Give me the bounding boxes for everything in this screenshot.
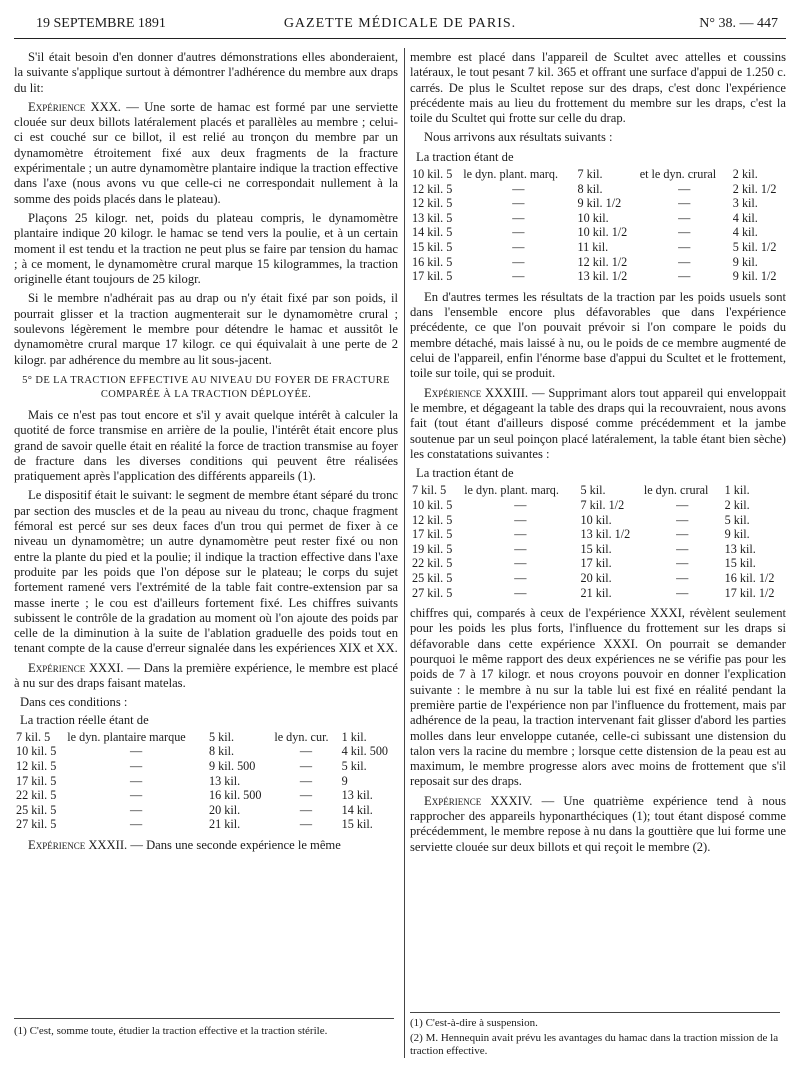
table-cell: 17 kil. 5 — [16, 773, 57, 788]
table-cell: 13 kil. — [208, 773, 241, 788]
table-cell: — — [512, 196, 525, 211]
table-row — [410, 586, 786, 601]
table-cell: 17 kil. 5 — [412, 269, 453, 284]
table-cell: 20 kil. — [580, 570, 612, 585]
experiment-33 — [410, 386, 786, 462]
footnote: (2) M. Hennequin avait prévu les avantages du hamac dans la traction mission de la traction effective. — [410, 1032, 779, 1057]
table-row — [14, 788, 398, 803]
table-cell: — — [678, 269, 691, 284]
experiment-heading: Expérience XXX. — [28, 99, 121, 114]
table-cell: 10 kil. 5 — [16, 744, 57, 759]
table-row — [14, 817, 398, 832]
table-cell: — — [299, 817, 313, 832]
table-cell: — — [678, 240, 691, 255]
table-cell: — — [512, 269, 525, 284]
table-cell: 15 kil. — [724, 556, 756, 571]
table-cell: — — [676, 541, 689, 556]
table-cell: le dyn. plant. marq. — [463, 167, 559, 182]
paragraph: membre est placé dans l'appareil de Scultet avec attelles et coussins latéraux, le tout pesant 7 kil. 365 et offrant une surface d'appui de 1.250 c. carrés. De plus le Scultet repose sur des draps, c'est donc l'expérience précédente mais au lieu du frottement du membre sur les draps, c'est la toile du Scultet qui frotte sur celle du drap. — [410, 50, 786, 126]
table-cell: — — [130, 759, 143, 774]
table-row — [14, 730, 398, 745]
table-cell: — — [512, 254, 525, 269]
table-row — [410, 211, 786, 226]
experiment-text: — Dans la première expérience, le membre est placé à nu sur des draps faisant matelas. — [14, 660, 398, 690]
table-cell: — — [299, 802, 313, 817]
table-cell: 13 kil. 5 — [412, 210, 453, 225]
table-cell: 8 kil. — [208, 744, 235, 759]
table-row — [410, 167, 786, 182]
table-cell: 16 kil. 500 — [208, 788, 262, 803]
table-cell: — — [676, 497, 689, 512]
table-cell: — — [299, 759, 313, 774]
table-cell: — — [130, 788, 143, 803]
table-row — [410, 527, 786, 542]
table-cell: 7 kil. 5 — [16, 729, 51, 744]
table-cell: 20 kil. — [208, 802, 241, 817]
table-row — [410, 255, 786, 270]
table-cell: 22 kil. 5 — [412, 556, 453, 571]
table-cell: 21 kil. — [208, 817, 241, 832]
footnote: (1) C'est, somme toute, étudier la traction effective et la traction stérile. — [14, 1025, 328, 1037]
table-row — [14, 744, 398, 759]
table-cell: 16 kil. 1/2 — [724, 570, 775, 585]
table-cell: 8 kil. — [577, 181, 603, 196]
experiment-34 — [410, 794, 786, 855]
page-header — [14, 16, 786, 39]
table-row — [14, 803, 398, 818]
table-cell: et le dyn. crural — [639, 167, 717, 182]
table-row — [410, 556, 786, 571]
table-cell: 17 kil. — [580, 556, 612, 571]
data-table-exp32 — [410, 167, 786, 284]
table-cell: 16 kil. 5 — [412, 254, 453, 269]
table-cell: 13 kil. — [341, 788, 373, 803]
table-cell: — — [130, 817, 143, 832]
table-cell: — — [514, 497, 527, 512]
table-cell: — — [512, 181, 525, 196]
table-cell: 10 kil. 1/2 — [577, 225, 628, 240]
table-row — [410, 513, 786, 528]
table-row — [410, 196, 786, 211]
paragraph: S'il était besoin d'en donner d'autres démonstrations elles abonderaient, la suivante s'applique surtout à démontrer l'adhérence du membre aux draps du lit: — [14, 50, 398, 95]
table-cell: 7 kil. 5 — [412, 483, 447, 498]
table-cell: — — [678, 210, 691, 225]
table-cell: le dyn. plantaire marque — [67, 729, 186, 744]
table-cell: 15 kil. — [341, 817, 373, 832]
table-cell: 14 kil. — [341, 802, 373, 817]
table-cell: — — [678, 196, 691, 211]
table-cell: — — [130, 802, 143, 817]
table-row — [410, 542, 786, 557]
experiment-text: — Dans une seconde expérience le même — [127, 838, 341, 853]
table-row — [410, 269, 786, 284]
table-cell: — — [512, 210, 525, 225]
table-cell: 27 kil. 5 — [412, 585, 453, 600]
table-cell: 14 kil. 5 — [412, 225, 453, 240]
table-cell: 12 kil. 1/2 — [577, 254, 628, 269]
experiment-30 — [14, 100, 398, 207]
table-cell: 2 kil. 1/2 — [732, 181, 777, 196]
table-row — [410, 498, 786, 513]
table-cell: 27 kil. 5 — [16, 817, 57, 832]
table-cell: 19 kil. 5 — [412, 541, 453, 556]
header-issue-page: N° 38. — 447 — [699, 16, 778, 31]
experiment-text: — Supprimant alors tout appareil qui enveloppait le membre, et dégageant la table des draps qui la recouvraient, nous avons fait (tout étant d'ailleurs disposé comme précédemment et la jambe soutenue par un seul poinçon placé latéralement, la table étant bien sèche) les constatations suivantes : — [410, 385, 786, 461]
table-row — [410, 483, 786, 498]
paragraph: En d'autres termes les résultats de la traction par les poids usuels sont dans l'ensemble encore plus défavorables que dans l'expérience précédente, ce que l'on pouvait prévoir si l'on compare le poids du membre détaché, mais laissé à nu, ou le poids de ce membre augmenté de celui de l'appareil, enfin l'énorme base d'appui du Scultet et le frottement, toile sur toile, qui se produit. — [410, 289, 786, 381]
table-cell: 5 kil. — [724, 512, 750, 527]
section-title: 5° DE LA TRACTION EFFECTIVE AU NIVEAU DU FOYER DE FRACTURE COMPARÉE À LA TRACTION DÉPLOYÉE. — [22, 374, 390, 400]
header-journal-title: GAZETTE MÉDICALE DE PARIS. — [283, 16, 517, 31]
table-row — [14, 774, 398, 789]
table-cell: — — [299, 773, 313, 788]
table-cell: — — [514, 585, 527, 600]
data-table-exp33 — [410, 483, 786, 600]
table-row — [410, 182, 786, 197]
table-cell: — — [678, 254, 691, 269]
table-cell: — — [676, 556, 689, 571]
table-row — [14, 759, 398, 774]
table-cell: — — [678, 225, 691, 240]
table-cell: — — [514, 570, 527, 585]
table-cell: 5 kil. — [208, 729, 235, 744]
table-cell: 13 kil. — [724, 541, 756, 556]
table-cell: 9 kil. 1/2 — [732, 269, 777, 284]
table-cell: 3 kil. — [732, 196, 758, 211]
table-cell: 7 kil. 1/2 — [580, 497, 625, 512]
table-cell: 25 kil. 5 — [412, 570, 453, 585]
table-cell: — — [676, 585, 689, 600]
table-cell: 9 kil. — [732, 254, 758, 269]
table-cell: 9 kil. — [724, 527, 750, 542]
experiment-text: — Une sorte de hamac est formé par une serviette clouée sur deux billots latéralement placés et parallèles au membre ; celui-ci est couché sur ce billot, il est relié au tronçon du membre par un dynamomètre étroitement fixé aux deux fragments de la fracture expérimentale ; un autre dynamomètre plantaire indique la traction effective dans l'axe (nous avons vu que celle-ci ne correspondait nullement à la somme des poids placés dans le plateau). — [14, 99, 398, 206]
table-cell: 17 kil. 5 — [412, 527, 453, 542]
table-cell: 22 kil. 5 — [16, 788, 57, 803]
footnotes-right — [410, 1012, 780, 1060]
table-cell: 12 kil. 5 — [412, 196, 453, 211]
table-cell: 10 kil. 5 — [412, 497, 453, 512]
table-cell: 21 kil. — [580, 585, 612, 600]
table-cell: 9 kil. 1/2 — [577, 196, 622, 211]
table-cell: — — [676, 570, 689, 585]
paragraph: Nous arrivons aux résultats suivants : — [424, 130, 613, 145]
table-caption: La traction réelle étant de — [20, 712, 149, 727]
table-row — [410, 571, 786, 586]
table-cell: 10 kil. — [580, 512, 612, 527]
column-divider — [404, 48, 405, 1058]
table-cell: — — [676, 527, 689, 542]
footnote: (1) C'est-à-dire à suspension. — [410, 1017, 538, 1029]
table-cell: 12 kil. 5 — [412, 181, 453, 196]
left-column — [14, 50, 398, 857]
table-cell: 5 kil. — [580, 483, 606, 498]
experiment-31 — [14, 661, 398, 692]
table-cell: — — [678, 181, 691, 196]
paragraph: Le dispositif était le suivant: le segment de membre étant séparé du tronc par section des muscles et de la peau au niveau du tronc, chaque fragment fémoral est percé sur ses deux faces d'un trou qui permet de fixer à ce niveau un dynamomètre; un autre dynamomètre peut rester fixé ou non entre la plante du pied et la poulie; il indique la traction effective dans l'axe produite par les poids que l'on dépose sur le plateau; le corps du sujet fortement ramené vers l'extrémité de la table fait contre-extension par sa masse inerte ; le cou est d'ailleurs fortement fixé. Les chiffres suivants subissent le contrôle de la gradation au moment où l'on ajoute des poids par celle de la diminution à la suite de l'ablation graduelle des poids tout en tenant compte de la cause d'erreur signalée dans les expériences XIX et XX. — [14, 488, 398, 656]
experiment-heading: Expérience XXXIV. — [424, 793, 533, 808]
table-cell: 4 kil. 500 — [341, 744, 389, 759]
table-cell: 2 kil. — [732, 167, 758, 182]
table-cell: 1 kil. — [724, 483, 750, 498]
table-cell: 9 kil. 500 — [208, 759, 256, 774]
table-cell: 25 kil. 5 — [16, 802, 57, 817]
table-cell: le dyn. plant. marq. — [464, 483, 559, 498]
table-row — [410, 240, 786, 255]
footnotes-left — [14, 1018, 394, 1040]
table-cell: le dyn. crural — [643, 483, 709, 498]
table-cell: 13 kil. 1/2 — [580, 527, 631, 542]
table-cell: — — [514, 541, 527, 556]
experiment-heading: Expérience XXXII. — [28, 838, 128, 853]
table-cell: — — [512, 225, 525, 240]
table-cell: 17 kil. 1/2 — [724, 585, 775, 600]
table-cell: 10 kil. — [577, 210, 609, 225]
table-cell: 13 kil. 1/2 — [577, 269, 628, 284]
table-cell: le dyn. cur. — [274, 729, 329, 744]
table-cell: — — [299, 744, 313, 759]
data-table-exp31 — [14, 730, 398, 832]
table-cell: 5 kil. 1/2 — [732, 240, 777, 255]
paragraph: Plaçons 25 kilogr. net, poids du plateau compris, le dynamomètre plantaire indique 20 kilogr. le hamac se tend vers la poulie, et à un certain moment il est tendu et la traction ne peut plus se faire par tension du hamac ; à ce moment, le dynamomètre crural marque 15 kilogrammes, la traction originelle étant toujours de 25 kilogr. — [14, 210, 398, 287]
table-cell: 10 kil. 5 — [412, 167, 453, 182]
experiment-heading: Expérience XXXI. — [28, 660, 124, 675]
table-cell: — — [130, 773, 143, 788]
table-cell: 7 kil. — [577, 167, 603, 182]
table-cell: — — [676, 512, 689, 527]
paragraph: Mais ce n'est pas tout encore et s'il y avait quelque intérêt à calculer la quotité de force transmise en arrière de la poulie, l'intérêt était encore plus grand de savoir quelle était en réalité la force de traction transmise au foyer de fracture dans les diverses conditions qui peuvent être réalisées pratiquement après l'application des différents appareils (1). — [14, 407, 398, 484]
table-cell: 1 kil. — [341, 729, 367, 744]
table-cell: 5 kil. — [341, 759, 367, 774]
table-cell: 12 kil. 5 — [16, 759, 57, 774]
table-cell: 4 kil. — [732, 225, 758, 240]
table-caption: La traction étant de — [416, 466, 514, 481]
table-caption: La traction étant de — [416, 149, 514, 164]
table-cell: 11 kil. — [577, 240, 609, 255]
right-column — [410, 50, 786, 859]
table-cell: 4 kil. — [732, 210, 758, 225]
table-cell: — — [514, 556, 527, 571]
table-cell: 15 kil. — [580, 541, 612, 556]
paragraph: Si le membre n'adhérait pas au drap ou n'y était fixé par son poids, il pourrait glisser et la traction augmenterait sur le dynamomètre crural ; soulevons légèrement le membre pour détendre le hamac et aussitôt le dynamomètre crural marque 17 kilogr. ce qui équivalait à une perte de 2 kilogr. par adhérence du membre au lit sous-jacent. — [14, 291, 398, 367]
paragraph: chiffres qui, comparés à ceux de l'expérience XXXI, révèlent seulement pour les poids les plus forts, l'influence du frottement sur les draps si défavorable dans cette expérience XXXI. On pourrait se demander pourquoi le même rapport des deux expériences ne se vérifie pas pour les poids de 7 à 17 kilogr. et nous croyons pouvoir en donner l'explication suivante : le membre à nu sur la table lui est fixé en réalité pendant la première partie de l'expérience non par l'influence du frottement, mais par adhérence de la peau, la traction intervenant fait glisser d'abord les parties molles dans leur enveloppe cutanée, celle-ci subissant une distension du talon vers la racine du membre ; lorsque cette distension de la peau est au maximum, le membre progresse alors avec moins de frottement que s'il reposait sur des draps. — [410, 606, 786, 789]
table-cell: — — [514, 527, 527, 542]
header-date: 19 SEPTEMBRE 1891 — [36, 16, 166, 31]
table-cell: 15 kil. 5 — [412, 240, 453, 255]
table-intro: Dans ces conditions : — [20, 695, 128, 710]
table-cell: 9 — [341, 773, 348, 788]
experiment-text: — Une quatrième expérience tend à nous rapprocher des appareils hyponarthéciques (1); tout étant disposé comme précédemment, le membre repose à nu dans la gouttière que lui forme une serviette clouée sur deux billots et qui reçoit le membre (2). — [410, 793, 786, 854]
table-row — [410, 225, 786, 240]
table-cell: — — [512, 240, 525, 255]
table-cell: 12 kil. 5 — [412, 512, 453, 527]
experiment-heading: Expérience XXXIII. — [424, 385, 529, 400]
table-cell: 2 kil. — [724, 497, 750, 512]
table-cell: — — [299, 788, 313, 803]
experiment-32 — [14, 838, 398, 853]
table-cell: — — [514, 512, 527, 527]
table-cell: — — [130, 744, 143, 759]
